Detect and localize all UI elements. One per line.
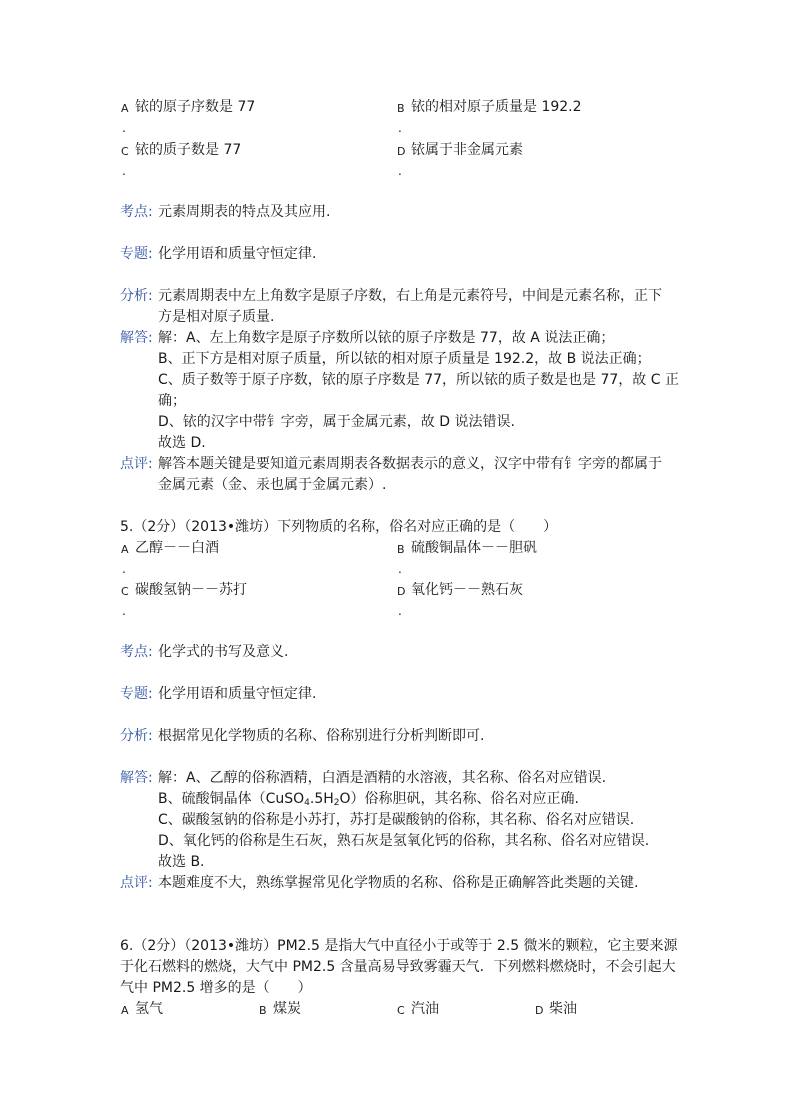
q4-option-d-letter: D [397, 145, 406, 158]
q4-dianping-label: 点评: [120, 456, 153, 472]
option-dot: . [122, 562, 126, 576]
option-dot: . [122, 164, 126, 178]
q4-jieda-line: D、铱的汉字中带钅字旁，属于金属元素，故 D 说法错误. [158, 414, 515, 430]
q4-kaodian-text: 元素周期表的特点及其应用. [158, 204, 331, 220]
q6-option-a-letter: A [121, 1004, 129, 1017]
option-dot: . [122, 604, 126, 618]
q5-jieda-line-formula: B、硫酸铜晶体$(CuSO_4.5H_2O)$俗称胆矾，其名称、俗名对应正确. [158, 791, 579, 808]
q4-jieda-line: 故选 D. [158, 435, 206, 451]
q5-option-d-text: 氧化钙－－熟石灰 [411, 582, 523, 598]
q4-option-b-letter: B [397, 102, 405, 115]
q6-question-line: 6.（2分）（2013•潍坊）PM2.5 是指大气中直径小于或等于 2.5 微米的颗粒，它主要来源 [120, 938, 678, 954]
q4-zhuanti-text: 化学用语和质量守恒定律. [158, 246, 317, 262]
q4-jieda-line: B、正下方是相对原子质量，所以铱的相对原子质量是 192.2，故 B 说法正确； [158, 351, 651, 367]
q6-option-c-letter: C [397, 1004, 405, 1017]
q5-fenxi-text: 根据常见化学物质的名称、俗称别进行分析判断即可. [158, 728, 485, 744]
q5-option-c-letter: C [121, 585, 129, 598]
q5-option-a-text: 乙醇－－白酒 [135, 540, 219, 556]
q5-fenxi-label: 分析: [120, 728, 153, 744]
option-dot: . [398, 121, 402, 135]
q6-option-d-letter: D [535, 1004, 544, 1017]
q4-dianping-line: 解答本题关键是要知道元素周期表各数据表示的意义，汉字中带有钅字旁的都属于 [158, 456, 662, 472]
q4-dianping-line: 金属元素（金、汞也属于金属元素）. [158, 477, 387, 493]
q4-jieda-line: 确； [158, 393, 186, 409]
q6-question-line: 于化石燃料的燃烧，大气中 PM2.5 含量高易导致雾霾天气．下列燃料燃烧时，不会引起大 [120, 959, 676, 975]
q4-fenxi-line: 元素周期表中左上角数字是原子序数，右上角是元素符号，中间是元素名称，正下 [158, 288, 662, 304]
q4-kaodian-label: 考点: [120, 204, 153, 220]
q6-option-d-text: 柴油 [549, 1001, 577, 1017]
q5-jieda-line: C、碳酸氢钠的俗称是小苏打，苏打是碳酸钠的俗称，其名称、俗名对应错误. [158, 812, 635, 828]
option-dot: . [398, 604, 402, 618]
q5-kaodian-text: 化学式的书写及意义. [158, 644, 289, 660]
q5-option-a-letter: A [121, 543, 129, 556]
q6-option-a-text: 氢气 [135, 1001, 163, 1017]
q4-option-c-letter: C [121, 145, 129, 158]
q6-option-c-text: 汽油 [411, 1001, 439, 1017]
q5-dianping-text: 本题难度不大，熟练掌握常见化学物质的名称、俗称是正确解答此类题的关键. [158, 875, 639, 891]
q6-option-b-text: 煤炭 [273, 1001, 301, 1017]
q6-question-line: 气中 PM2.5 增多的是（ ） [120, 980, 312, 996]
q5-zhuanti-text: 化学用语和质量守恒定律. [158, 686, 317, 702]
q5-jieda-line: D、氧化钙的俗称是生石灰，熟石灰是氢氧化钙的俗称，其名称、俗名对应错误. [158, 833, 650, 849]
option-dot: . [398, 562, 402, 576]
q5-jieda-line: 故选 B. [158, 854, 205, 870]
q5-jieda-label: 解答: [120, 770, 153, 786]
option-dot: . [398, 164, 402, 178]
q4-fenxi-label: 分析: [120, 288, 153, 304]
q5-question: 5.（2分）（2013•潍坊）下列物质的名称，俗名对应正确的是（ ） [120, 519, 558, 535]
q4-zhuanti-label: 专题: [120, 246, 153, 262]
q4-jieda-line: C、质子数等于原子序数，铱的原子序数是 77，所以铱的质子数是也是 77，故 C 正 [158, 372, 679, 388]
q5-zhuanti-label: 专题: [120, 686, 153, 702]
q5-kaodian-label: 考点: [120, 644, 153, 660]
q6-option-b-letter: B [259, 1004, 267, 1017]
q4-fenxi-line: 方是相对原子质量. [158, 309, 275, 325]
q4-jieda-line: 解：A、左上角数字是原子序数所以铱的原子序数是 77，故 A 说法正确； [158, 330, 615, 346]
q5-jieda-line: 解：A、乙醇的俗称酒精，白酒是酒精的水溶液，其名称、俗名对应错误. [158, 770, 607, 786]
q4-option-d-text: 铱属于非金属元素 [411, 142, 523, 158]
q5-option-d-letter: D [397, 585, 406, 598]
q4-option-c-text: 铱的质子数是 77 [135, 142, 242, 158]
q4-option-a-text: 铱的原子序数是 77 [135, 99, 256, 115]
q5-option-c-text: 碳酸氢钠－－苏打 [135, 582, 247, 598]
q5-option-b-text: 硫酸铜晶体－－胆矾 [411, 540, 537, 556]
q4-option-a-letter: A [121, 102, 129, 115]
q4-jieda-label: 解答: [120, 330, 153, 346]
q5-dianping-label: 点评: [120, 875, 153, 891]
q4-option-b-text: 铱的相对原子质量是 192.2 [411, 99, 582, 115]
option-dot: . [122, 121, 126, 135]
q5-option-b-letter: B [397, 543, 405, 556]
